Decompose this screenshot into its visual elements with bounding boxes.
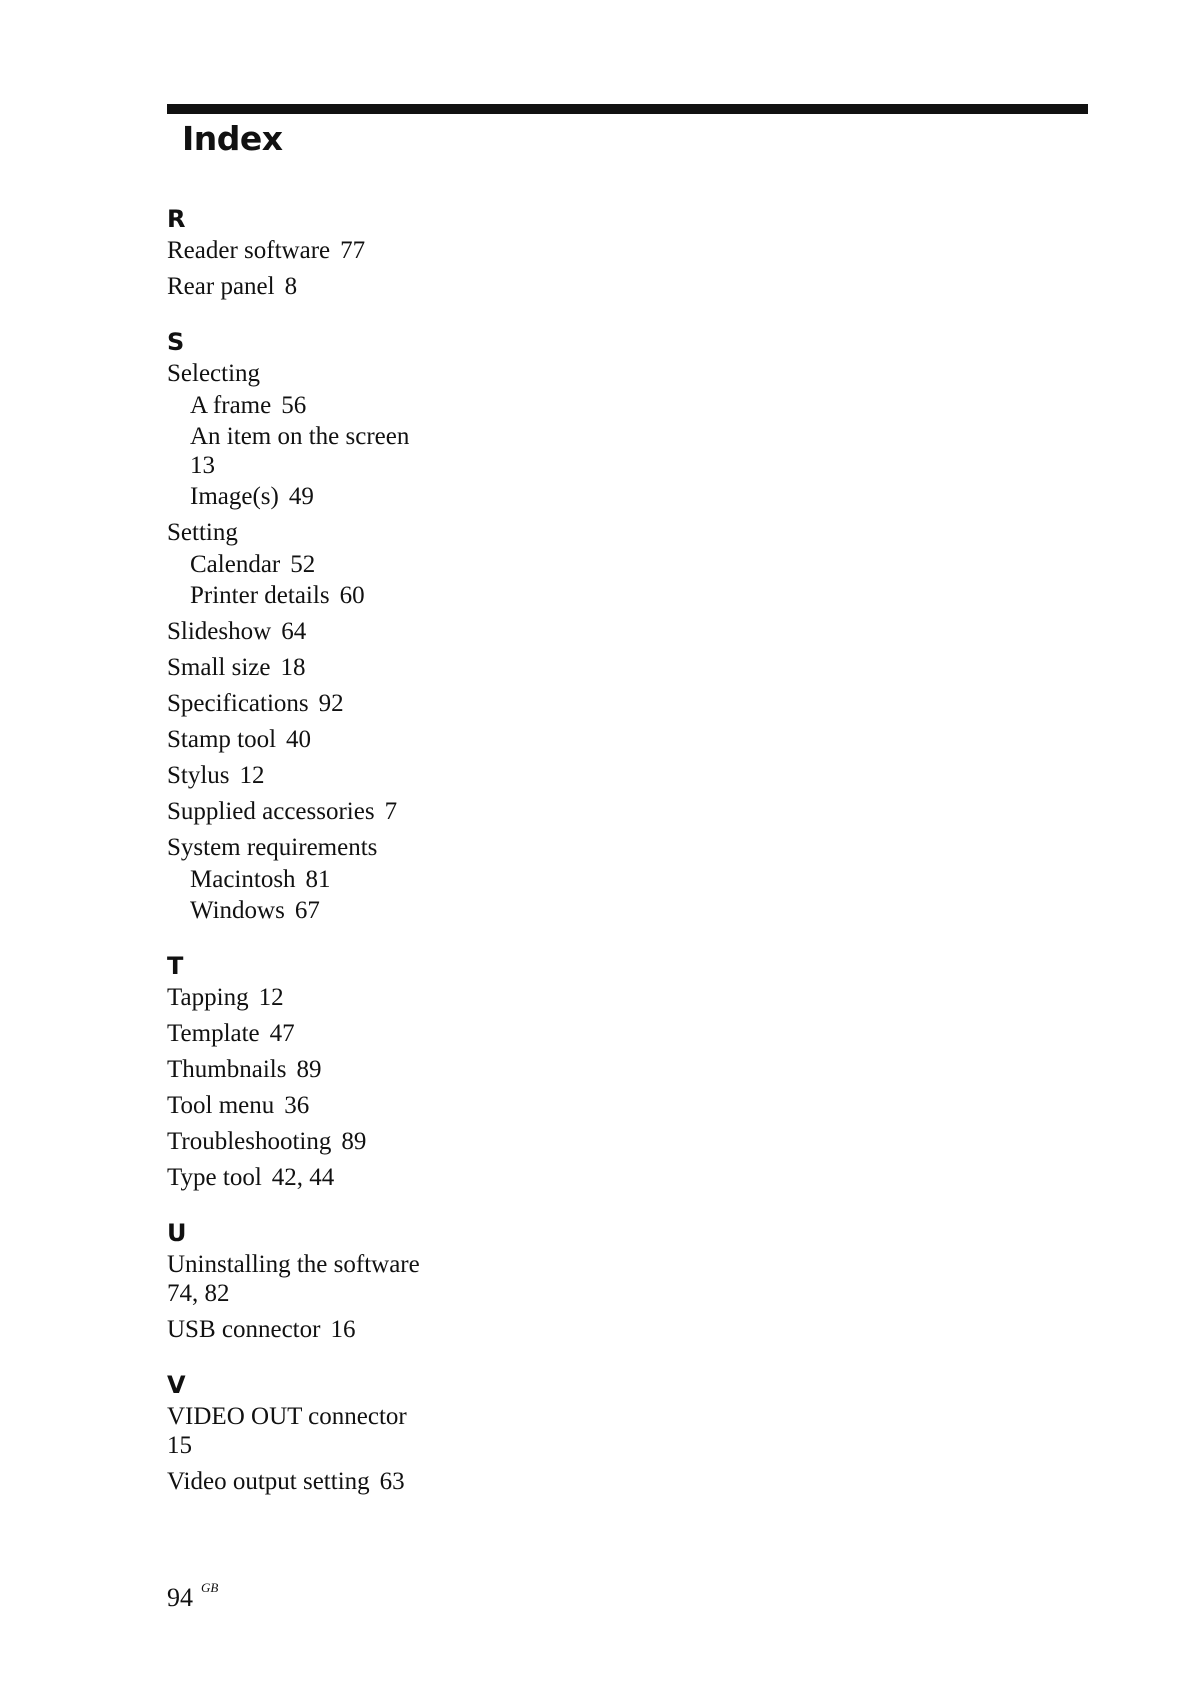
entry-term: Stamp tool — [167, 726, 277, 753]
index-subentry — [190, 896, 467, 925]
entry-pages: 18 — [280, 654, 306, 681]
entry-term: Troubleshooting — [167, 1128, 332, 1155]
index-entry — [167, 518, 467, 547]
index-entry — [167, 761, 467, 790]
subentry-pages: 81 — [305, 866, 331, 893]
entry-term: Type tool — [167, 1164, 262, 1191]
entry-pages: 15 — [167, 1432, 192, 1459]
subentry-pages: 49 — [288, 483, 314, 510]
entry-term: Rear panel — [167, 273, 275, 300]
subentry-term: Printer details — [190, 582, 330, 609]
section-letter: V — [167, 1371, 186, 1399]
subentry-pages: 52 — [290, 551, 316, 578]
index-entry — [167, 272, 467, 301]
entry-term: Thumbnails — [167, 1056, 287, 1083]
entry-term: Supplied accessories — [167, 798, 375, 825]
entry-term: Specifications — [167, 690, 309, 717]
entry-pages: 89 — [341, 1128, 367, 1155]
region-code: GB — [201, 1580, 219, 1595]
subentry-pages: 56 — [281, 392, 307, 419]
entry-term: Uninstalling the software — [167, 1251, 420, 1278]
entry-pages: 47 — [269, 1020, 295, 1047]
index-entry — [167, 1163, 467, 1192]
entry-term: Tapping — [167, 984, 249, 1011]
entry-term: Reader software — [167, 237, 331, 264]
entry-term: Setting — [167, 519, 238, 546]
entry-term: Small size — [167, 654, 271, 681]
index-subentry — [190, 865, 467, 894]
page-number: 94 — [167, 1583, 193, 1612]
index-entry — [167, 689, 467, 718]
entry-pages: 64 — [281, 618, 307, 645]
entry-pages: 7 — [384, 798, 398, 825]
subentry-pages: 60 — [339, 582, 365, 609]
subentry-term: A frame — [190, 392, 272, 419]
index-section-u — [167, 1216, 467, 1344]
entry-pages: 12 — [239, 762, 265, 789]
index-entry — [167, 1127, 467, 1156]
entry-term: Slideshow — [167, 618, 272, 645]
section-letter: T — [167, 952, 184, 980]
entry-pages: 77 — [340, 237, 366, 264]
page-title: Index — [182, 119, 283, 158]
index-list — [167, 202, 467, 1520]
index-section-s — [167, 325, 467, 925]
index-entry — [167, 1055, 467, 1084]
top-rule — [167, 104, 1088, 114]
index-section-v — [167, 1368, 467, 1496]
entry-term: System requirements — [167, 834, 378, 861]
subentry-term: An item on the screen — [190, 423, 410, 450]
index-subentry — [190, 391, 467, 420]
index-entry — [167, 1019, 467, 1048]
entry-term: Selecting — [167, 360, 261, 387]
section-letter: R — [167, 205, 186, 233]
subentry-term: Image(s) — [190, 483, 279, 510]
entry-term: VIDEO OUT connector — [167, 1403, 407, 1430]
index-subentry — [190, 482, 467, 511]
index-entry — [167, 1091, 467, 1120]
index-entry — [167, 236, 467, 265]
index-entry — [167, 359, 467, 388]
entry-pages: 89 — [296, 1056, 322, 1083]
entry-pages: 8 — [284, 273, 298, 300]
entry-term: Video output setting — [167, 1468, 370, 1495]
index-entry — [167, 653, 467, 682]
index-subentry — [190, 581, 467, 610]
subentry-term: Windows — [190, 897, 285, 924]
entry-pages: 42, 44 — [271, 1164, 335, 1191]
entry-pages: 36 — [284, 1092, 310, 1119]
entry-pages: 63 — [379, 1468, 405, 1495]
index-entry — [167, 1467, 467, 1496]
entry-pages: 16 — [330, 1316, 356, 1343]
index-entry — [167, 833, 467, 862]
entry-term: Template — [167, 1020, 260, 1047]
subentry-term: Calendar — [190, 551, 281, 578]
section-letter: U — [167, 1219, 187, 1247]
index-subentry — [190, 422, 467, 480]
index-subentry — [190, 550, 467, 579]
index-entry — [167, 725, 467, 754]
entry-term: USB connector — [167, 1316, 321, 1343]
entry-term: Stylus — [167, 762, 230, 789]
index-section-r — [167, 202, 467, 301]
entry-term: Tool menu — [167, 1092, 275, 1119]
index-entry — [167, 617, 467, 646]
section-letter: S — [167, 328, 185, 356]
index-entry — [167, 983, 467, 1012]
page-footer — [167, 1572, 218, 1614]
index-section-t — [167, 949, 467, 1192]
subentry-pages: 13 — [190, 452, 215, 479]
entry-pages: 92 — [318, 690, 344, 717]
subentry-pages: 67 — [294, 897, 320, 924]
index-entry — [167, 1250, 467, 1308]
index-entry — [167, 1402, 467, 1460]
entry-pages: 12 — [258, 984, 284, 1011]
subentry-term: Macintosh — [190, 866, 296, 893]
entry-pages: 74, 82 — [167, 1280, 230, 1307]
index-entry — [167, 797, 467, 826]
index-entry — [167, 1315, 467, 1344]
entry-pages: 40 — [286, 726, 312, 753]
